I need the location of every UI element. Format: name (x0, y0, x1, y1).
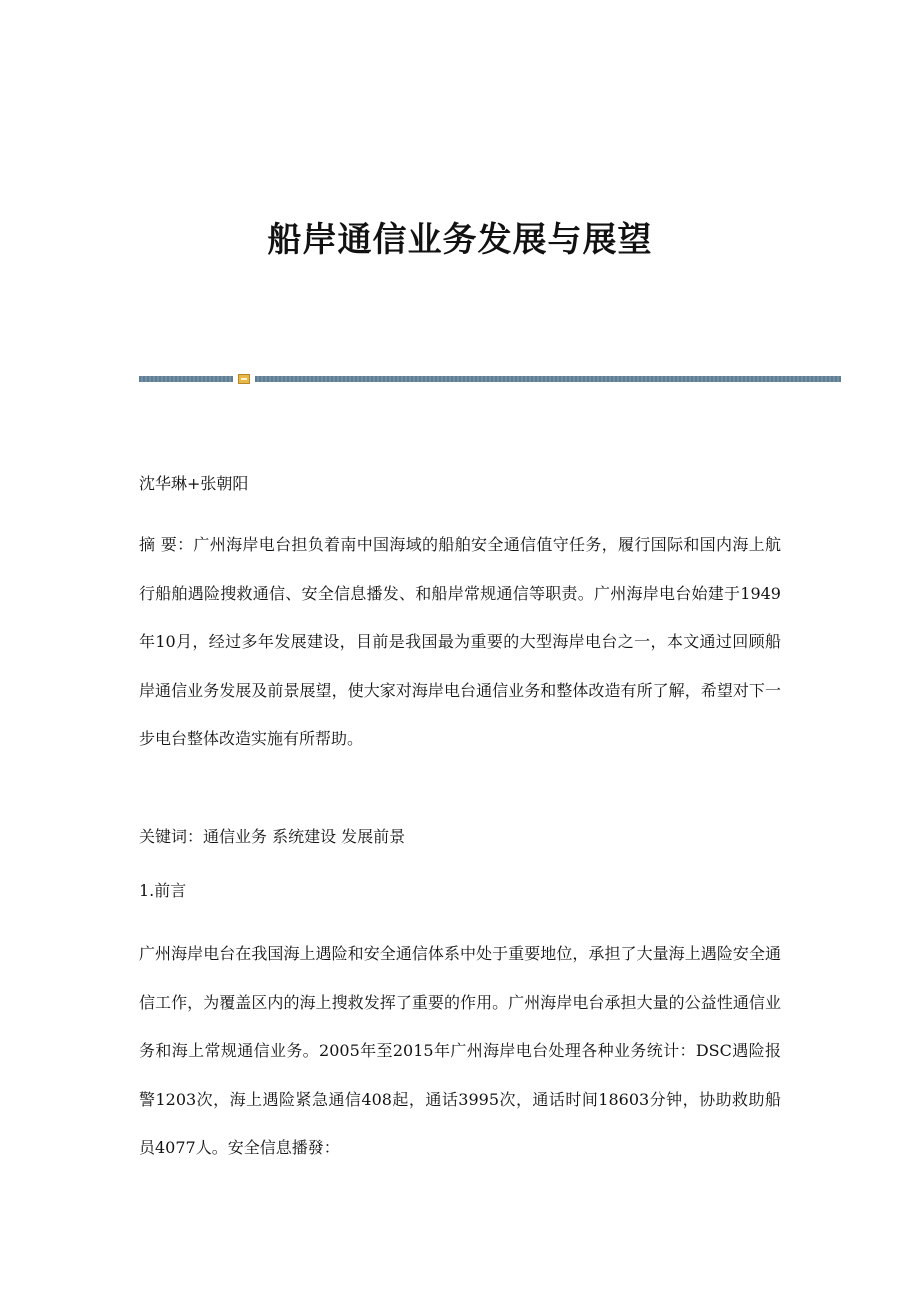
divider-bar-left (139, 376, 233, 382)
divider-bar-right (255, 376, 841, 382)
abstract: 摘 要：广州海岸电台担负着南中国海域的船舶安全通信值守任务，履行国际和国内海上航行船舶遇险搜救通信、安全信息播发、和船岸常规通信等职责。广州海岸电台始建于1949年10月，经过多年发展建设，目前是我国最为重要的大型海岸电台之一，本文通过回顾船岸通信业务发展及前景展望，使大家对海岸电台通信业务和整体改造有所了解，希望对下一步电台整体改造实施有所帮助。 (139, 535, 781, 749)
authors: 沈华琳+张朝阳 (139, 474, 249, 493)
keywords: 关键词：通信业务 系统建设 发展前景 (139, 827, 406, 846)
divider-ornament-icon (238, 374, 250, 384)
body-paragraph: 广州海岸电台在我国海上遇险和安全通信体系中处于重要地位，承担了大量海上遇险安全通信工作，为覆盖区内的海上搜救发挥了重要的作用。广州海岸电台承担大量的公益性通信业务和海上常规通信业务。2005年至2015年广州海岸电台处理各种业务统计：DSC遇险报警1203次，海上遇险紧急通信408起，通话3995次，通话时间18603分钟，协助救助船员4077人。安全信息播發： (139, 944, 781, 1158)
section-heading: 1.前言 (139, 881, 187, 900)
title-divider (139, 374, 841, 384)
document-title: 船岸通信业务发展与展望 (267, 220, 653, 260)
